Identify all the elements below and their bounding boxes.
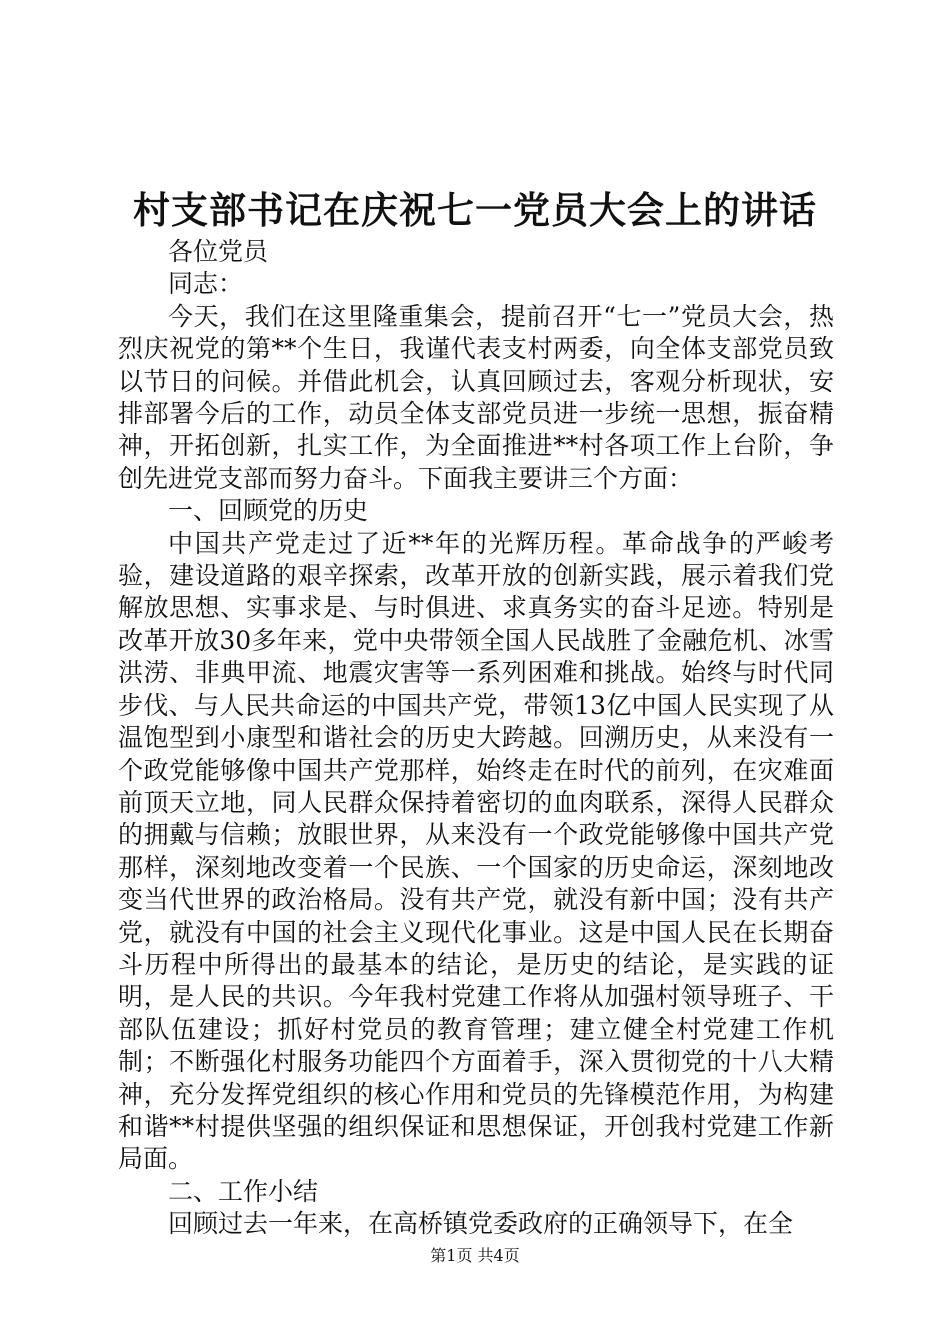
section-heading: 二、工作小结 [168, 1176, 319, 1206]
body-paragraph: 中国共产党走过了近**年的光辉历程。革命战争的严峻考验，建设道路的艰辛探索，改革开放的创新实践，展示着我们党解放思想、实事求是、与时俱进、求真务实的奋斗足迹。特别是改革开放30多年来，党中央带领全国人民战胜了金融危机、冰雪洪涝、非典甲流、地震灾害等一系列困难和挑战。始终与时代同步伐、与人民共命运的中国共产党，带领13亿中国人民实现了从温饱型到小康型和谐社会的历史大跨越。回溯历史，从来没有一个政党能够像中国共产党那样，始终走在时代的前列，在灾难面前顶天立地，同人民群众保持着密切的血肉联系，深得人民群众的拥戴与信赖；放眼世界，从来没有一个政党能够像中国共产党那样，深刻地改变着一个民族、一个国家的历史命运，深刻地改变当代世界的政治格局。没有共产党，就没有新中国；没有共产党，就没有中国的社会主义现代化事业。这是中国人民在长期奋斗历程中所得出的最基本的结论，是历史的结论，是实践的证明，是人民的共识。今年我村党建工作将从加强村领导班子、干部队伍建设；抓好村党员的教育管理；建立健全村党建工作机制；不断强化村服务功能四个方面着手，深入贯彻党的十八大精神，充分发挥党组织的核心作用和党员的先锋模范作用，为构建和谐**村提供坚强的组织保证和思想保证，开创我村党建工作新局面。 [118, 528, 834, 1174]
body-paragraph: 今天，我们在这里隆重集会，提前召开“七一”党员大会，热烈庆祝党的第**个生日，我谨代表支村两委，向全体支部党员致以节日的问候。并借此机会，认真回顾过去，客观分析现状，安排部署今后的工作，动员全体支部党员进一步统一思想，振奋精神，开拓创新，扎实工作，为全面推进**村各项工作上台阶，争创先进党支部而努力奋斗。下面我主要讲三个方面： [118, 301, 834, 493]
page-footer [0, 1246, 950, 1266]
page-indicator: 第1页 共4页 [430, 1246, 520, 1265]
salutation-line: 各位党员 [168, 237, 269, 266]
document-title: 村支部书记在庆祝七一党员大会上的讲话 [133, 188, 817, 232]
document-body [118, 236, 834, 1241]
body-paragraph: 回顾过去一年来，在高桥镇党委政府的正确领导下，在全 [168, 1209, 794, 1239]
salutation-line: 同志： [168, 269, 244, 299]
section-heading: 一、回顾党的历史 [168, 496, 369, 526]
